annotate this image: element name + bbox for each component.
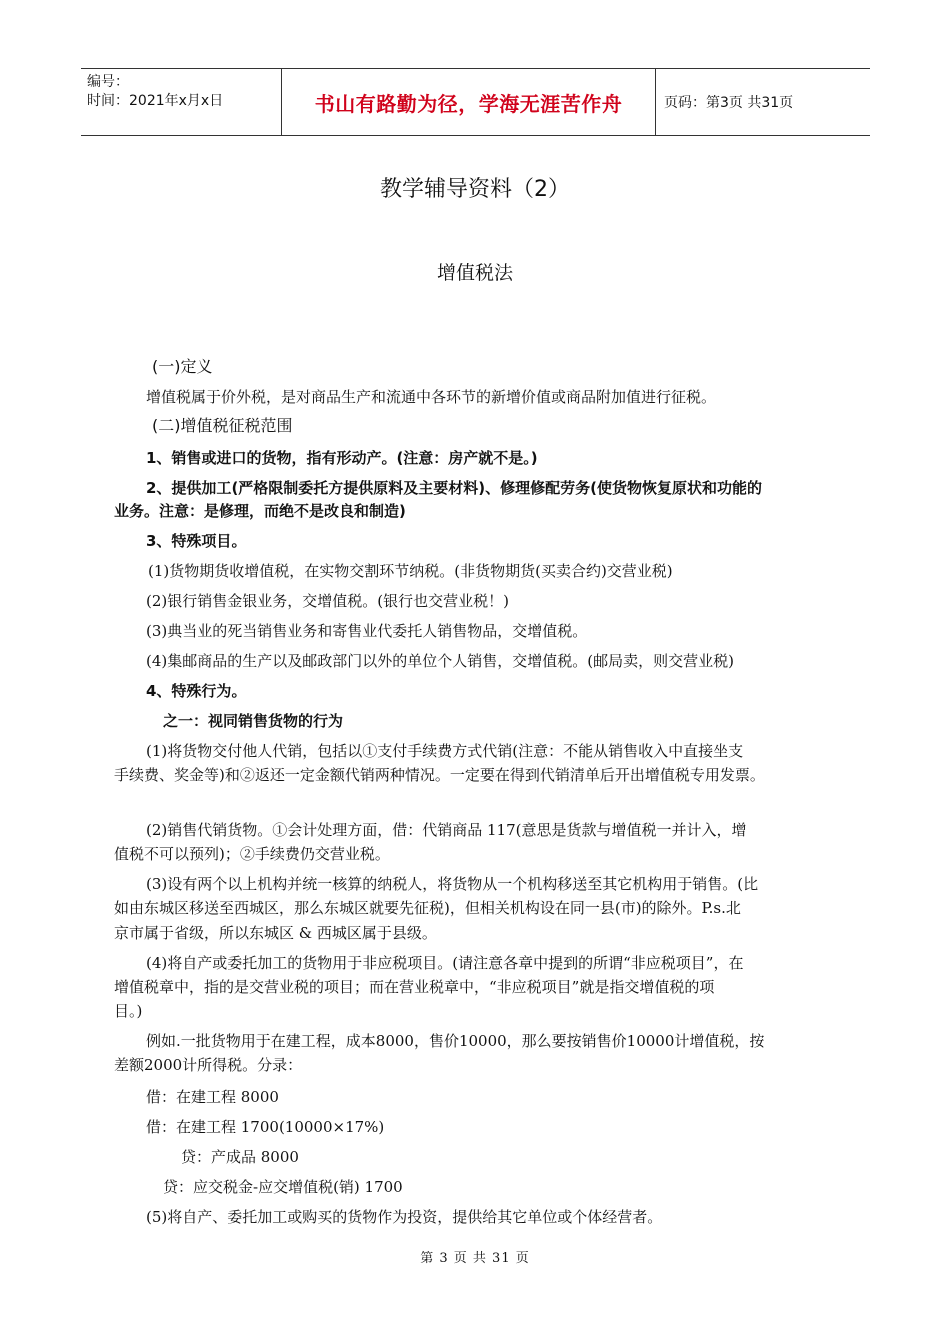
document-title: 教学辅导资料（2）	[380, 177, 570, 202]
paragraph-line: (4)将自产或委托加工的货物用于非应税项目。(请注意各章中提到的所谓“非应税项目”，在	[146, 954, 744, 972]
document-subtitle: 增值税法	[436, 262, 513, 284]
journal-entry-credit: 贷：应交税金-应交增值税(销) 1700	[163, 1178, 403, 1196]
paragraph-line: (3)设有两个以上机构并统一核算的纳税人，将货物从一个机构移送至其它机构用于销售。(比	[146, 875, 759, 893]
paragraph-line: 增值税属于价外税，是对商品生产和流通中各环节的新增价值或商品附加值进行征税。	[146, 388, 717, 406]
paragraph-line: 如由东城区移送至西城区，那么东城区就要先征税)，但相关机构设在同一县(市)的除外。P.s.北	[114, 899, 741, 917]
paragraph-line: (1)货物期货收增值税，在实物交割环节纳税。(非货物期货(买卖合约)交营业税)	[148, 562, 673, 580]
page-footer: 第 3 页 共 31 页	[420, 1251, 530, 1266]
section-heading-scope: (二)增值税征税范围	[152, 416, 293, 435]
page-info: 页码：第3页 共31页	[664, 95, 794, 111]
header-table	[81, 68, 870, 136]
paragraph-line: (3)典当业的死当销售业务和寄售业代委托人销售物品，交增值税。	[146, 622, 588, 640]
paragraph-line: (2)销售代销货物。①会计处理方面，借：代销商品 117(意思是货款与增值税一并计入，增	[146, 821, 747, 839]
bold-item-3: 3、特殊项目。	[146, 532, 247, 550]
journal-entry-debit: 借：在建工程 8000	[146, 1088, 279, 1106]
header-meta	[81, 69, 281, 135]
number-label: 编号：	[87, 74, 129, 90]
journal-entry-credit: 贷：产成品 8000	[181, 1148, 299, 1166]
paragraph-line: 手续费、奖金等)和②返还一定金额代销两种情况。一定要在得到代销清单后开出增值税专用发票。	[114, 766, 765, 784]
paragraph-line: 值税不可以预列)；②手续费仍交营业税。	[114, 845, 390, 863]
paragraph-line: (5)将自产、委托加工或购买的货物作为投资，提供给其它单位或个体经营者。	[146, 1208, 663, 1226]
paragraph-line: 差额2000计所得税。分录：	[114, 1056, 303, 1074]
bold-subheading: 之一：视同销售货物的行为	[163, 712, 344, 730]
paragraph-line: 目。)	[114, 1002, 143, 1020]
paragraph-line: 京市属于省级，所以东城区 & 西城区属于县级。	[114, 924, 437, 942]
paragraph-line: (1)将货物交付他人代销，包括以①支付手续费方式代销(注意：不能从销售收入中直接坐支	[146, 742, 744, 760]
motto: 书山有路勤为径，学海无涯苦作舟	[281, 69, 656, 135]
paragraph-line: (4)集邮商品的生产以及邮政部门以外的单位个人销售，交增值税。(邮局卖，则交营业税)	[146, 652, 734, 670]
bold-item-2: 2、提供加工(严格限制委托方提供原料及主要材料)、修理修配劳务(使货物恢复原状和功能的	[146, 479, 763, 497]
paragraph-line: 例如.一批货物用于在建工程，成本8000，售价10000，那么要按销售价10000计增值税，按	[146, 1032, 765, 1050]
date-label: 时间：2021年x月x日	[87, 93, 224, 109]
paragraph-line: 增值税章中，指的是交营业税的项目；而在营业税章中，“非应税项目”就是指交增值税的项	[114, 978, 715, 996]
bold-item-1: 1、销售或进口的货物，指有形动产。(注意：房产就不是。)	[146, 449, 538, 467]
section-heading-definition: (一)定义	[152, 357, 213, 376]
paragraph-line: (2)银行销售金银业务，交增值税。(银行也交营业税！)	[146, 592, 509, 610]
bold-item-2-cont: 业务。注意：是修理，而绝不是改良和制造)	[114, 502, 406, 520]
journal-entry-debit: 借：在建工程 1700(10000×17%)	[146, 1118, 385, 1136]
bold-item-4: 4、特殊行为。	[146, 682, 247, 700]
